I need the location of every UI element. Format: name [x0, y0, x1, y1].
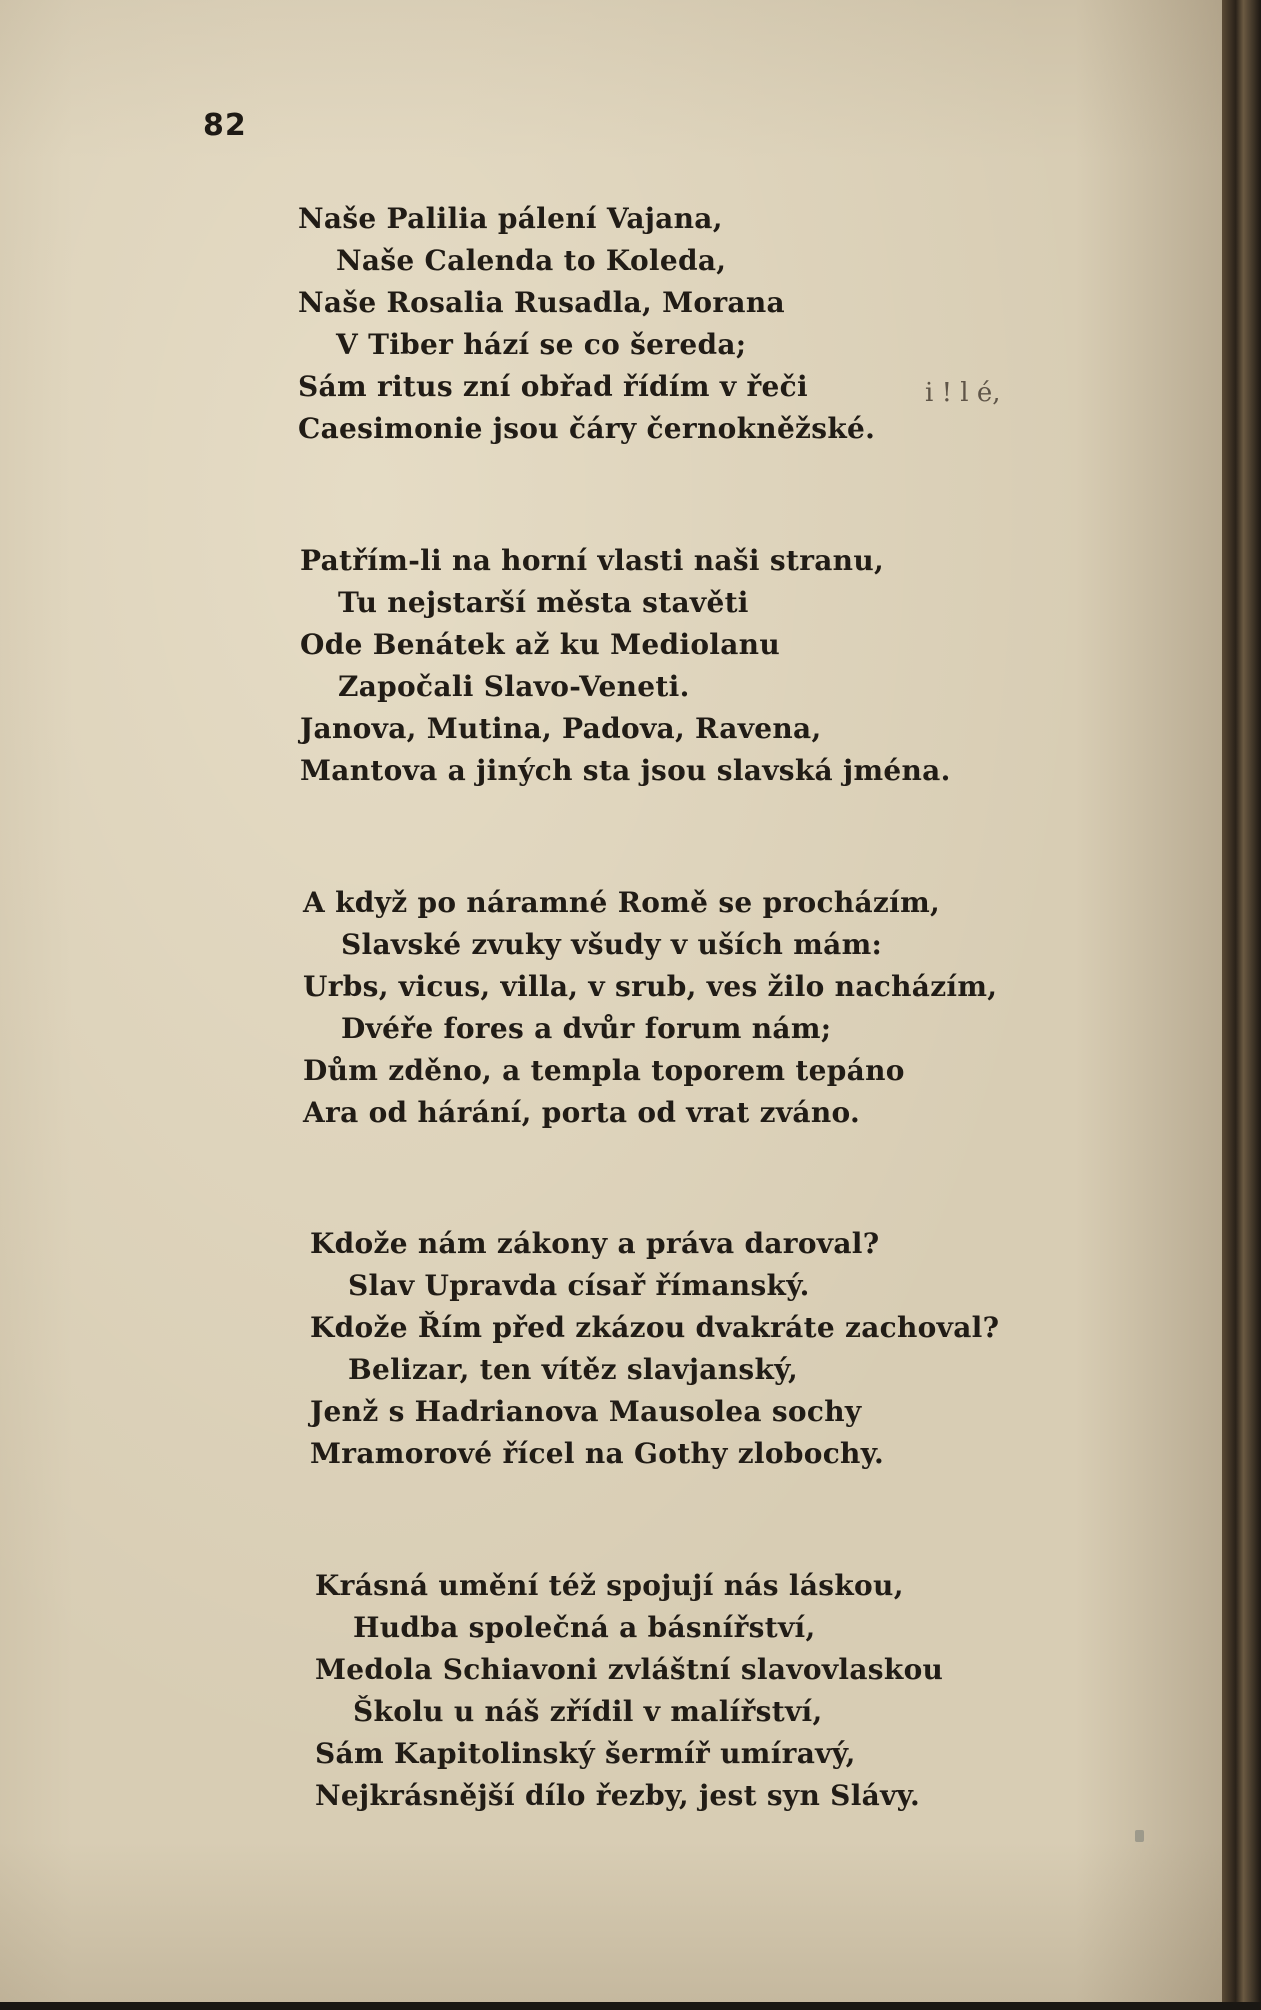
verse-line: Krásná umění též spojují nás láskou, [315, 1569, 904, 1602]
verse-line: Dům zděno, a templa toporem tepáno [303, 1054, 905, 1087]
verse-line: Mramorové řícel na Gothy zlobochy. [310, 1437, 885, 1470]
verse-line: Medola Schiavoni zvláštní slavovlaskou [315, 1653, 944, 1686]
stanza-5 [315, 1565, 943, 1817]
page-bottom-edge [0, 2002, 1261, 2010]
verse-line: Slavské zvuky všudy v uších mám: [341, 928, 883, 961]
verse-line: V Tiber hází se co šereda; [336, 328, 747, 361]
verse-line: Mantova a jiných sta jsou slavská jména. [300, 754, 951, 787]
verse-line: Sám ritus zní obřad řídím v řeči [298, 370, 808, 403]
book-spine-gutter [1222, 0, 1261, 2010]
verse-line: Tu nejstarší města stavěti [338, 586, 749, 619]
stray-print-mark: i ! l é, [925, 378, 1001, 408]
page-number: 82 [203, 108, 247, 143]
verse-line: Belizar, ten vítěz slavjanský, [348, 1353, 799, 1386]
paper-speck [1135, 1830, 1144, 1842]
verse-line: Dvéře fores a dvůr forum nám; [341, 1012, 832, 1045]
verse-line: Slav Upravda císař římanský. [348, 1269, 810, 1302]
verse-line: Patřím-li na horní vlasti naši stranu, [300, 544, 885, 577]
verse-line: Ara od hárání, porta od vrat zváno. [303, 1096, 861, 1129]
verse-line: A když po náramné Romě se procházím, [303, 886, 941, 919]
verse-line: Započali Slavo-Veneti. [338, 670, 690, 703]
stanza-3 [303, 882, 997, 1134]
verse-line: Ode Benátek až ku Mediolanu [300, 628, 780, 661]
verse-line: Nejkrásnější dílo řezby, jest syn Slávy. [315, 1779, 921, 1812]
stanza-1 [298, 198, 875, 450]
verse-line: Hudba společná a básnířství, [353, 1611, 816, 1644]
stanza-4 [310, 1223, 999, 1475]
verse-line: Janova, Mutina, Padova, Ravena, [300, 712, 822, 745]
verse-line: Jenž s Hadrianova Mausolea sochy [310, 1395, 862, 1428]
stanza-2 [300, 540, 951, 792]
verse-line: Naše Rosalia Rusadla, Morana [298, 286, 785, 319]
verse-line: Školu u náš zřídil v malířství, [353, 1695, 823, 1728]
verse-line: Kdože Řím před zkázou dvakráte zachoval? [310, 1311, 1000, 1344]
verse-line: Caesimonie jsou čáry černokněžské. [298, 412, 876, 445]
verse-line: Urbs, vicus, villa, v srub, ves žilo nacházím, [303, 970, 998, 1003]
verse-line: Sám Kapitolinský šermíř umíravý, [315, 1737, 856, 1770]
verse-line: Naše Palilia pálení Vajana, [298, 202, 723, 235]
verse-line: Kdože nám zákony a práva daroval? [310, 1227, 880, 1260]
verse-line: Naše Calenda to Koleda, [336, 244, 727, 277]
